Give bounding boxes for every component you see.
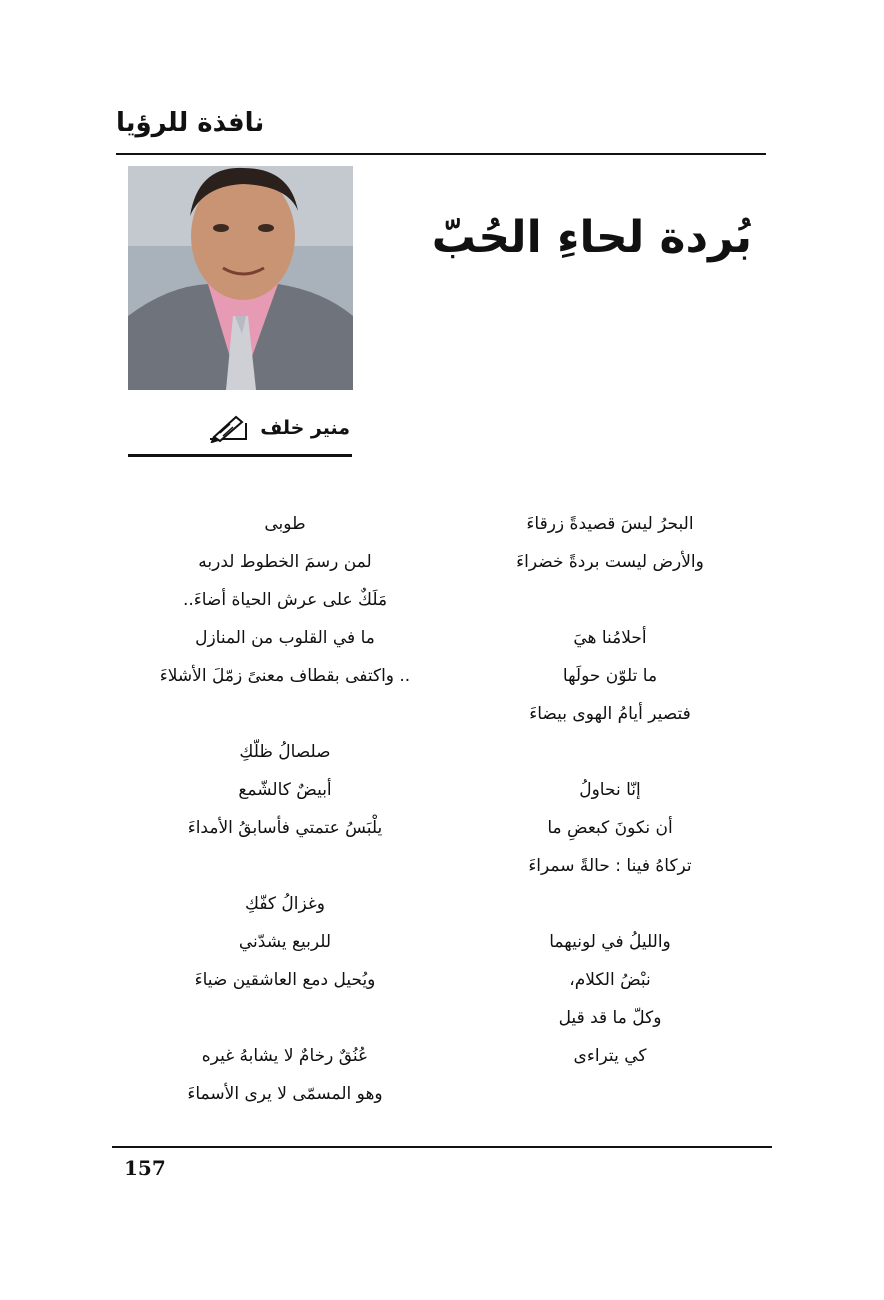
poem-line: لمن رسمَ الخطوط لدربه (198, 552, 372, 572)
poem-column-left (130, 505, 440, 1113)
stanza-gap (470, 733, 750, 771)
poem-line: أحلامُنا هيَ (573, 628, 647, 648)
poem-line: تركاهُ فينا : حالةً سمراءَ (528, 856, 692, 876)
poem-line: طوبى (264, 514, 306, 534)
poem-line: نبْضُ الكلام، (569, 970, 651, 990)
stanza-gap (130, 695, 440, 733)
stanza-gap (470, 581, 750, 619)
poem-line: أبيضٌ كالشّمع (238, 780, 332, 800)
author-photo (128, 166, 353, 390)
poem-line: كي يتراءى (573, 1046, 647, 1066)
poem-line: إنّا نحاولُ (579, 780, 641, 800)
poem-line: والليلُ في لونيهما (549, 932, 671, 952)
poem-line: ويُحيل دمع العاشقين ضياءَ (194, 970, 376, 990)
author-byline (200, 410, 350, 446)
poem-line: والأرض ليست بردةً خضراءَ (516, 552, 704, 572)
header-rule (116, 153, 766, 155)
poem-title: بُردة لحاءِ الحُبّ (431, 212, 752, 263)
poem-line: عُنُقٌ رخامٌ لا يشابهُ غيره (201, 1046, 369, 1066)
poem-line: للربيع يشدّني (238, 932, 332, 952)
footer-rule (112, 1146, 772, 1148)
poem-line: مَلَكٌ على عرش الحياة أضاءَ.. (182, 590, 388, 610)
poem-line: يلْبَسُ عتمتي فأسابقُ الأمداءَ (187, 818, 383, 838)
pen-icon (206, 413, 254, 443)
poem-line: وغزالُ كفّكِ (245, 894, 325, 914)
stanza-gap (130, 999, 440, 1037)
poem-line: وهو المسمّى لا يرى الأسماءَ (187, 1084, 383, 1104)
poem-line: .. واكتفى بقطاف معنىً زمّلَ الأشلاءَ (159, 666, 411, 686)
poem-line: أن نكونَ كبعضِ ما (547, 818, 673, 838)
poem-line: ما في القلوب من المنازل (195, 628, 375, 648)
stanza-gap (130, 847, 440, 885)
poem-line: فتصير أيامُ الهوى بيضاءَ (529, 704, 691, 724)
page-number: 157 (124, 1156, 166, 1180)
poem-line: البحرُ ليسَ قصيدةً زرقاءَ (526, 514, 694, 534)
poem-line: صلصالُ ظلّكِ (239, 742, 331, 762)
poem-line: وكلّ ما قد قيل (558, 1008, 662, 1028)
section-title: نافذة للرؤيا (116, 108, 265, 138)
poem-column-right (470, 505, 750, 1075)
stanza-gap (470, 885, 750, 923)
author-rule (128, 454, 352, 457)
poem-line: ما تلوّن حولَها (562, 666, 658, 686)
author-name: منير خلف (260, 417, 350, 439)
